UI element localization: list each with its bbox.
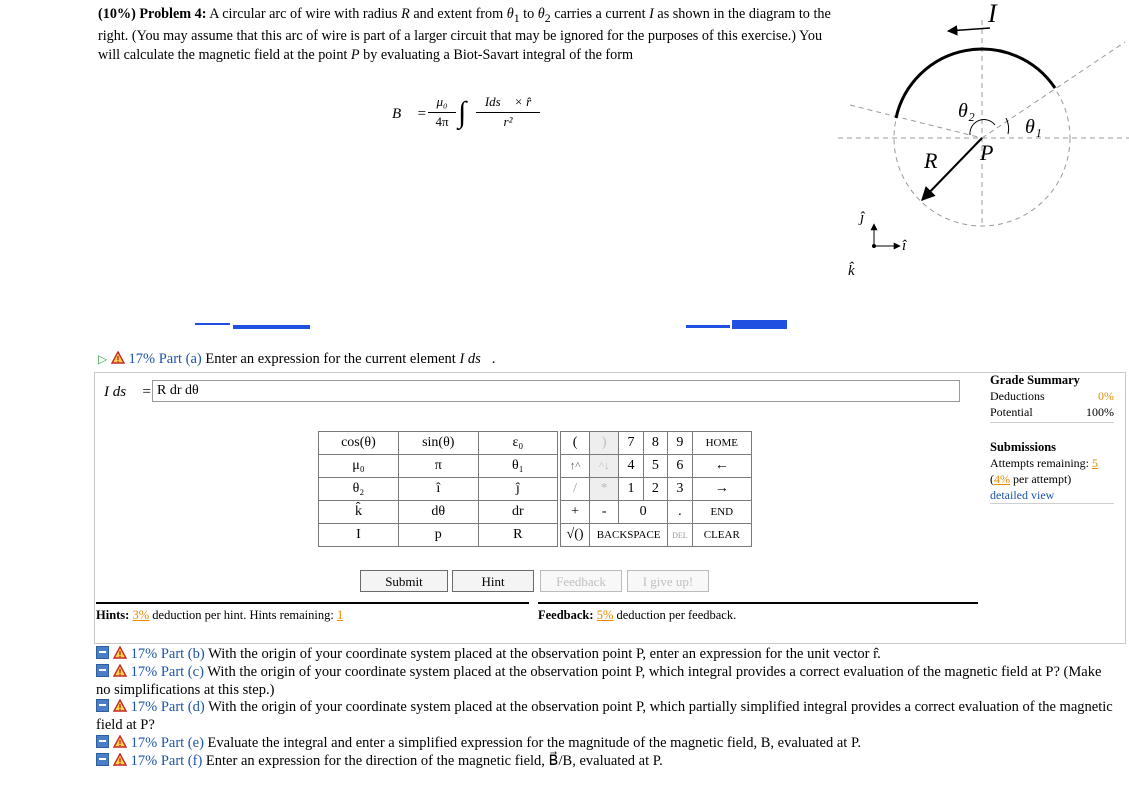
problem-text: A circular arc of wire with radius <box>209 6 398 22</box>
deductions-label: Deductions <box>990 389 1045 403</box>
key-1[interactable]: 1 <box>619 478 643 501</box>
part-text: With the origin of your coordinate system placed at the observation point P, which integral provides a correct evaluation of the magnetic field at P? (Make no simplifications at this step.) <box>96 663 1102 698</box>
hints-label: Hints: <box>96 608 130 622</box>
hints-line <box>96 602 529 623</box>
blue-mark <box>686 325 730 328</box>
key-star[interactable]: * <box>590 478 619 501</box>
axis-i-label: î <box>902 238 907 254</box>
key-var[interactable]: cos(θ) <box>319 432 399 455</box>
per-attempt-pct: 4% <box>994 472 1010 486</box>
collapse-icon[interactable] <box>96 735 109 748</box>
answer-label: I ds⃗ = <box>104 384 152 400</box>
var-i: I <box>649 6 654 22</box>
warning-icon <box>113 735 127 748</box>
warning-icon <box>113 753 127 766</box>
key-var[interactable]: ĵ <box>478 478 557 501</box>
expand-triangle-icon[interactable]: ▷ <box>98 352 108 366</box>
deductions-value: 0% <box>1098 389 1114 403</box>
hints-pct: 3% <box>132 608 150 622</box>
sub-1: 1 <box>513 10 520 25</box>
hints-remaining: 1 <box>336 608 344 622</box>
formula-int-num: Ids⃗ × r̂ <box>484 94 532 109</box>
key-rparen[interactable]: ) <box>590 432 619 455</box>
grade-summary <box>990 372 1114 504</box>
key-end[interactable]: END <box>692 501 751 524</box>
paren: ( <box>990 472 994 486</box>
give-up-button[interactable]: I give up! <box>627 570 709 592</box>
key-right-arrow[interactable]: → <box>692 478 751 501</box>
key-var[interactable]: k̂ <box>319 501 399 524</box>
key-var[interactable]: π <box>398 455 478 478</box>
key-var[interactable]: ε₀ <box>478 432 557 455</box>
key-var[interactable]: R <box>478 524 557 547</box>
problem-prefix: (10%) Problem 4: <box>98 6 207 22</box>
var-p: P <box>350 46 360 63</box>
current-label: I <box>988 0 997 28</box>
warning-icon <box>111 351 125 364</box>
hint-button[interactable]: Hint <box>452 570 534 592</box>
formula-bar <box>476 112 540 113</box>
part-item[interactable] <box>96 664 1116 700</box>
axis-k-label: k̂ <box>848 263 855 279</box>
var-theta1: θ <box>506 6 514 22</box>
key-var[interactable]: θ₂ <box>319 478 399 501</box>
feedback-line <box>538 602 978 623</box>
part-percent: 17% Part (b) <box>130 646 205 662</box>
formula-integral: ∫ <box>458 96 467 129</box>
sub-2: 2 <box>544 10 551 25</box>
submissions-title: Submissions <box>990 440 1057 454</box>
part-item[interactable] <box>96 735 1116 753</box>
key-slash[interactable]: / <box>561 478 590 501</box>
hints-text: deduction per hint. Hints remaining: <box>152 608 334 622</box>
key-7[interactable]: 7 <box>619 432 643 455</box>
formula-coef-num: μ₀ <box>436 94 448 109</box>
part-a-header[interactable] <box>98 351 496 368</box>
key-down[interactable]: ^↓ <box>590 455 619 478</box>
part-text: With the origin of your coordinate system placed at the observation point P, which partially simplified integral provides a correct evaluation of the magnetic field at P? <box>96 699 1113 734</box>
part-text: Evaluate the integral and enter a simplified expression for the magnitude of the magnetic field, B, evaluated at P. <box>207 734 862 751</box>
key-var[interactable]: dr <box>478 501 557 524</box>
key-var[interactable]: μ₀ <box>319 455 399 478</box>
attempts-label: Attempts remaining: <box>990 456 1089 470</box>
problem-statement <box>98 5 838 64</box>
blue-mark <box>233 325 310 329</box>
key-var[interactable]: I <box>319 524 399 547</box>
key-8[interactable]: 8 <box>643 432 667 455</box>
var-r: R <box>401 6 410 22</box>
key-minus[interactable]: - <box>590 501 619 524</box>
variable-keypad <box>318 431 558 547</box>
warning-icon <box>113 664 127 677</box>
var-theta2: θ <box>537 6 545 22</box>
formula-coef-den: 4π <box>435 114 449 129</box>
key-2[interactable]: 2 <box>643 478 667 501</box>
problem-text: by evaluating a Biot-Savart integral of the form <box>363 46 634 63</box>
key-var[interactable]: p <box>398 524 478 547</box>
key-var[interactable]: î <box>398 478 478 501</box>
collapse-icon[interactable] <box>96 646 109 659</box>
key-sqrt[interactable]: √() <box>561 524 590 547</box>
per-attempt-text: per attempt) <box>1013 472 1072 486</box>
number-keypad <box>560 431 752 551</box>
radius-label: R <box>924 148 938 173</box>
key-3[interactable]: 3 <box>668 478 692 501</box>
key-lparen[interactable]: ( <box>561 432 590 455</box>
theta1-ray <box>982 42 1125 138</box>
formula-lhs: B⃗ = <box>392 106 427 122</box>
blue-mark <box>732 320 787 329</box>
key-clear[interactable]: CLEAR <box>692 524 751 547</box>
part-a-prompt: Enter an expression for the current element <box>205 351 456 367</box>
collapse-icon[interactable] <box>96 664 109 677</box>
key-backspace[interactable]: BACKSPACE <box>590 524 668 547</box>
part-text: Enter an expression for the direction of the magnetic field, B⃗/B, evaluated at P. <box>205 752 663 769</box>
part-item[interactable] <box>96 646 1116 664</box>
attempts-value: 5 <box>1091 456 1098 470</box>
part-item[interactable] <box>96 753 1116 771</box>
detailed-view-link[interactable]: detailed view <box>990 487 1114 504</box>
collapse-icon[interactable] <box>96 699 109 712</box>
key-var[interactable]: θ₁ <box>478 455 557 478</box>
key-5[interactable]: 5 <box>643 455 667 478</box>
key-dot[interactable]: . <box>668 501 692 524</box>
theta1-label: θ₁ <box>1025 116 1042 138</box>
number-keypad-table <box>560 431 752 547</box>
arc-diagram <box>830 0 1129 300</box>
formula-bar <box>428 112 456 113</box>
key-home[interactable]: HOME <box>692 432 751 455</box>
point-p-label: P <box>980 140 994 165</box>
key-4[interactable]: 4 <box>619 455 643 478</box>
problem-text: to <box>523 6 535 22</box>
warning-icon <box>113 646 127 659</box>
part-percent: 17% Part (c) <box>130 663 204 680</box>
problem-text: carries a current <box>554 6 646 22</box>
potential-value: 100% <box>1086 405 1114 419</box>
blue-mark <box>195 323 230 325</box>
warning-icon <box>113 699 127 712</box>
potential-label: Potential <box>990 405 1033 419</box>
feedback-pct: 5% <box>596 608 614 622</box>
key-var[interactable]: dθ <box>398 501 478 524</box>
key-plus[interactable]: + <box>561 501 590 524</box>
key-0[interactable]: 0 <box>619 501 668 524</box>
collapse-icon[interactable] <box>96 753 109 766</box>
key-6[interactable]: 6 <box>668 455 692 478</box>
key-9[interactable]: 9 <box>668 432 692 455</box>
key-left-arrow[interactable]: ← <box>692 455 751 478</box>
part-percent: 17% Part (e) <box>130 734 204 751</box>
theta2-label: θ₂ <box>958 100 975 122</box>
part-a-prompt-math: I ds⃗. <box>459 351 496 367</box>
answer-input[interactable]: R dr dθ <box>152 380 960 402</box>
feedback-button[interactable]: Feedback <box>540 570 622 592</box>
part-percent: 17% Part (f) <box>130 752 203 769</box>
key-var[interactable]: sin(θ) <box>398 432 478 455</box>
part-percent: 17% Part (d) <box>130 699 205 716</box>
formula-int-den: r² <box>503 114 513 129</box>
grade-summary-title: Grade Summary <box>990 373 1080 387</box>
part-a-percent: 17% Part (a) <box>128 351 202 367</box>
axis-j-label: ĵ <box>860 210 865 226</box>
other-parts-list <box>96 646 1116 771</box>
feedback-label: Feedback: <box>538 608 594 622</box>
current-arrow <box>948 28 990 31</box>
feedback-text: deduction per feedback. <box>616 608 737 622</box>
submit-button[interactable]: Submit <box>360 570 448 592</box>
part-item[interactable] <box>96 699 1116 735</box>
key-up[interactable]: ↑^ <box>561 455 590 478</box>
problem-text: as shown in the diagram to the right. (You may assume that this arc of wire is part of a larger circuit that may be ignored for the purposes of this exercise.) You will calculate the magnetic field at the point <box>98 6 831 63</box>
problem-text: and extent from <box>413 6 504 22</box>
key-del[interactable]: DEL <box>668 524 692 547</box>
biot-savart-formula <box>388 90 548 150</box>
axes <box>872 224 900 248</box>
part-text: With the origin of your coordinate system placed at the observation point P, enter an expression for the unit vector r̂. <box>208 646 881 662</box>
wire-arc <box>896 49 1055 118</box>
